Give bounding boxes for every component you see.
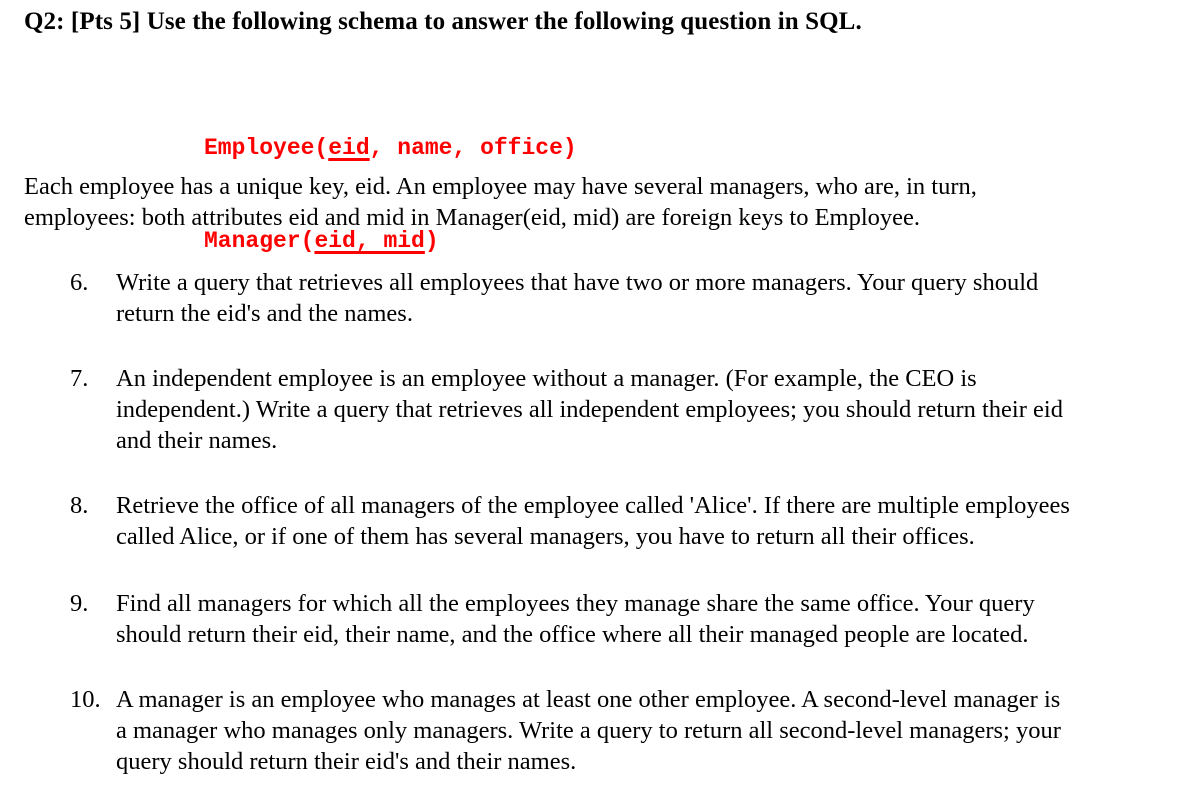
schema-paren-close: ) <box>424 228 439 254</box>
schema-manager-primary-key: eid, mid <box>314 228 425 254</box>
question-number: 10. <box>70 686 101 713</box>
question-line: An independent employee is an employee without a manager. (For example, the CEO is <box>116 365 977 392</box>
question-line: independent.) Write a query that retrieves all independent employees; you should return their eid <box>116 396 1063 423</box>
question-text <box>116 490 1191 552</box>
description-line: Each employee has a unique key, eid. An employee may have several managers, who are, in turn, <box>24 173 977 200</box>
question-number: 6. <box>70 269 89 296</box>
schema-employee-attributes: , name, office <box>369 135 563 161</box>
schema-paren-close: ) <box>562 135 577 161</box>
question-line: A manager is an employee who manages at least one other employee. A second-level manager is <box>116 686 1061 713</box>
question-text <box>116 363 1191 456</box>
schema-manager-name: Manager <box>204 228 301 254</box>
question-line: Write a query that retrieves all employees that have two or more managers. Your query should <box>116 269 1039 296</box>
schema-employee <box>204 133 577 164</box>
schema-paren-open: ( <box>314 135 329 161</box>
schema-employee-name: Employee <box>204 135 315 161</box>
question-title: Q2: [Pts 5] Use the following schema to answer the following question in SQL. <box>24 8 862 35</box>
question-line: Retrieve the office of all managers of the employee called 'Alice'. If there are multiple employees <box>116 492 1070 519</box>
question-text <box>116 267 1191 329</box>
question-line: and their names. <box>116 427 278 454</box>
question-line: query should return their eid's and their names. <box>116 748 577 775</box>
question-line: a manager who manages only managers. Write a query to return all second-level managers; your <box>116 717 1061 744</box>
description-line: employees: both attributes eid and mid in Manager(eid, mid) are foreign keys to Employee. <box>24 204 921 231</box>
question-text <box>116 588 1191 650</box>
question-number: 8. <box>70 492 89 519</box>
schema-employee-primary-key: eid <box>328 135 370 161</box>
question-line: return the eid's and the names. <box>116 300 413 327</box>
question-number: 7. <box>70 365 89 392</box>
question-number: 9. <box>70 590 89 617</box>
question-line: should return their eid, their name, and the office where all their managed people are located. <box>116 621 1029 648</box>
schema-description <box>24 171 1184 233</box>
question-line: called Alice, or if one of them has several managers, you have to return all their offices. <box>116 523 975 550</box>
schema-paren-open: ( <box>300 228 315 254</box>
question-text <box>116 684 1191 777</box>
question-line: Find all managers for which all the employees they manage share the same office. Your query <box>116 590 1035 617</box>
